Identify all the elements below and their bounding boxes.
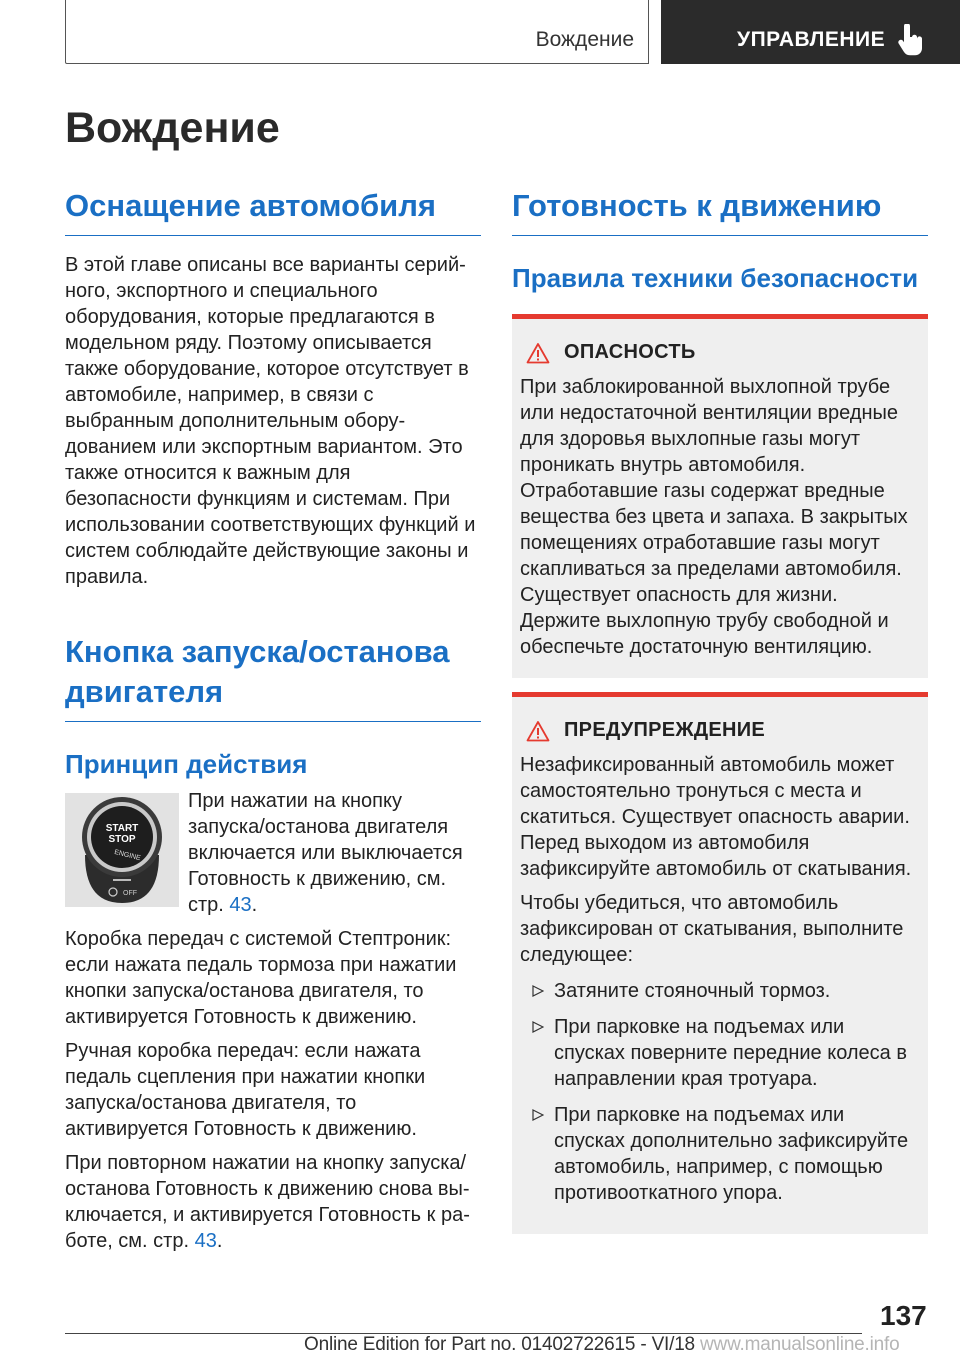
bullet-triangle-icon: [532, 985, 544, 997]
start-stop-p2: Коробка передач с системой Стептроник: если нажата педаль тормоза при нажатии кнопки запуска/останова двигателя, то активируется Готовность к движению.: [65, 928, 457, 1028]
start-stop-p4: При повторном нажатии на кнопку запуска/останова Готовность к движению снова выключается, и активируется Готовность к работе, см. стр. 43.: [65, 1152, 470, 1252]
chapter-tab: [65, 0, 649, 64]
page-title: Вождение: [65, 104, 280, 152]
warning-triangle-icon: [526, 720, 550, 742]
section-tab: [661, 0, 960, 64]
page-number: 137: [880, 1300, 927, 1331]
warning-intro: Чтобы убедиться, что автомобиль зафиксирован от скатывания, выполните следующее:: [520, 892, 904, 966]
list-item: При парковке на подъемах или спусках дополнительно зафиксируйте автомобиль, например, с помощью противооткатного упора.: [520, 1102, 920, 1206]
bullet-triangle-icon: [532, 1109, 544, 1121]
bullet-triangle-icon: [532, 1021, 544, 1033]
engine-label: ENGINE: [113, 848, 142, 863]
chapter-label: Вождение: [535, 28, 634, 51]
stop-label: STOP: [108, 834, 136, 845]
section-label: УПРАВЛЕНИЕ: [737, 28, 886, 51]
list-item: При парковке на подъемах или спусках поверните передние колеса в направлении края тротуара.: [520, 1014, 920, 1092]
right-column: [512, 186, 928, 1234]
equipment-text: В этой главе описаны все варианты серийного, экспортного и специального оборудования, которые предлагаются в модельном ряду. Поэтому описывается также оборудование, которое отсутствует в автомобиле, например, в связи с выбранным дополнительным оборудованием или экспортным вариантом. Это также относится к важным для безопасности функциям и системам. При использовании соответствующих функций и систем соблюдайте действующие законы и правила.: [65, 254, 476, 588]
footer-edition: Online Edition for Part no. 01402722615 - VI/18 www.manualsonline.info: [304, 1334, 900, 1355]
start-stop-heading: Кнопка запуска/останова двигателя: [65, 632, 481, 722]
start-stop-p1: При нажатии на кнопку запуска/останова двигателя включается или выключается Готовность к движению, см. стр. 43.: [188, 790, 463, 916]
list-item: Затяните стояночный тормоз.: [520, 978, 920, 1004]
equipment-heading: Оснащение автомобиля: [65, 186, 481, 236]
warning-steps: [520, 978, 920, 1206]
warning-box: [512, 692, 928, 1234]
hand-pointer-icon: [895, 24, 925, 56]
readiness-heading: Готовность к движению: [512, 186, 928, 236]
off-label: OFF: [123, 890, 137, 897]
start-stop-button-image: [65, 793, 179, 907]
principle-subheading: Принцип действия: [65, 749, 308, 779]
warning-title: ПРЕДУПРЕЖДЕНИЕ: [564, 719, 766, 741]
danger-text: При заблокированной выхлопной трубе или недостаточной вентиляции вредные для здоровья выхлопные газы могут проникать внутрь автомобиля. Отработавшие газы содержат вредные вещества без цвета и запаха. В закрытых помещениях отработавшие газы могут скапливаться за пределами автомобиля. Существует опасность для жизни. Держите выхлопную трубу свободной и обеспечьте достаточную вентиляцию.: [520, 376, 908, 658]
start-label: START: [105, 823, 139, 834]
warning-text: Незафиксированный автомобиль может самостоятельно тронуться с места и скатиться. Существует опасность аварии. Перед выходом из автомобиля зафиксируйте автомобиль от скатывания.: [520, 754, 912, 880]
danger-title: ОПАСНОСТЬ: [564, 341, 696, 363]
page-ref-link[interactable]: 43: [229, 894, 252, 916]
left-column: [65, 186, 481, 1254]
page-ref-link[interactable]: 43: [194, 1230, 217, 1252]
danger-box: [512, 314, 928, 678]
watermark: www.manualsonline.info: [700, 1334, 900, 1355]
safety-subheading: Правила техники безопасности: [512, 263, 919, 293]
start-stop-p3: Ручная коробка передач: если нажата педаль сцепления при нажатии кнопки запуска/останова двигателя, то активируется Готовность к движению.: [65, 1040, 426, 1140]
warning-triangle-icon: [526, 342, 550, 364]
